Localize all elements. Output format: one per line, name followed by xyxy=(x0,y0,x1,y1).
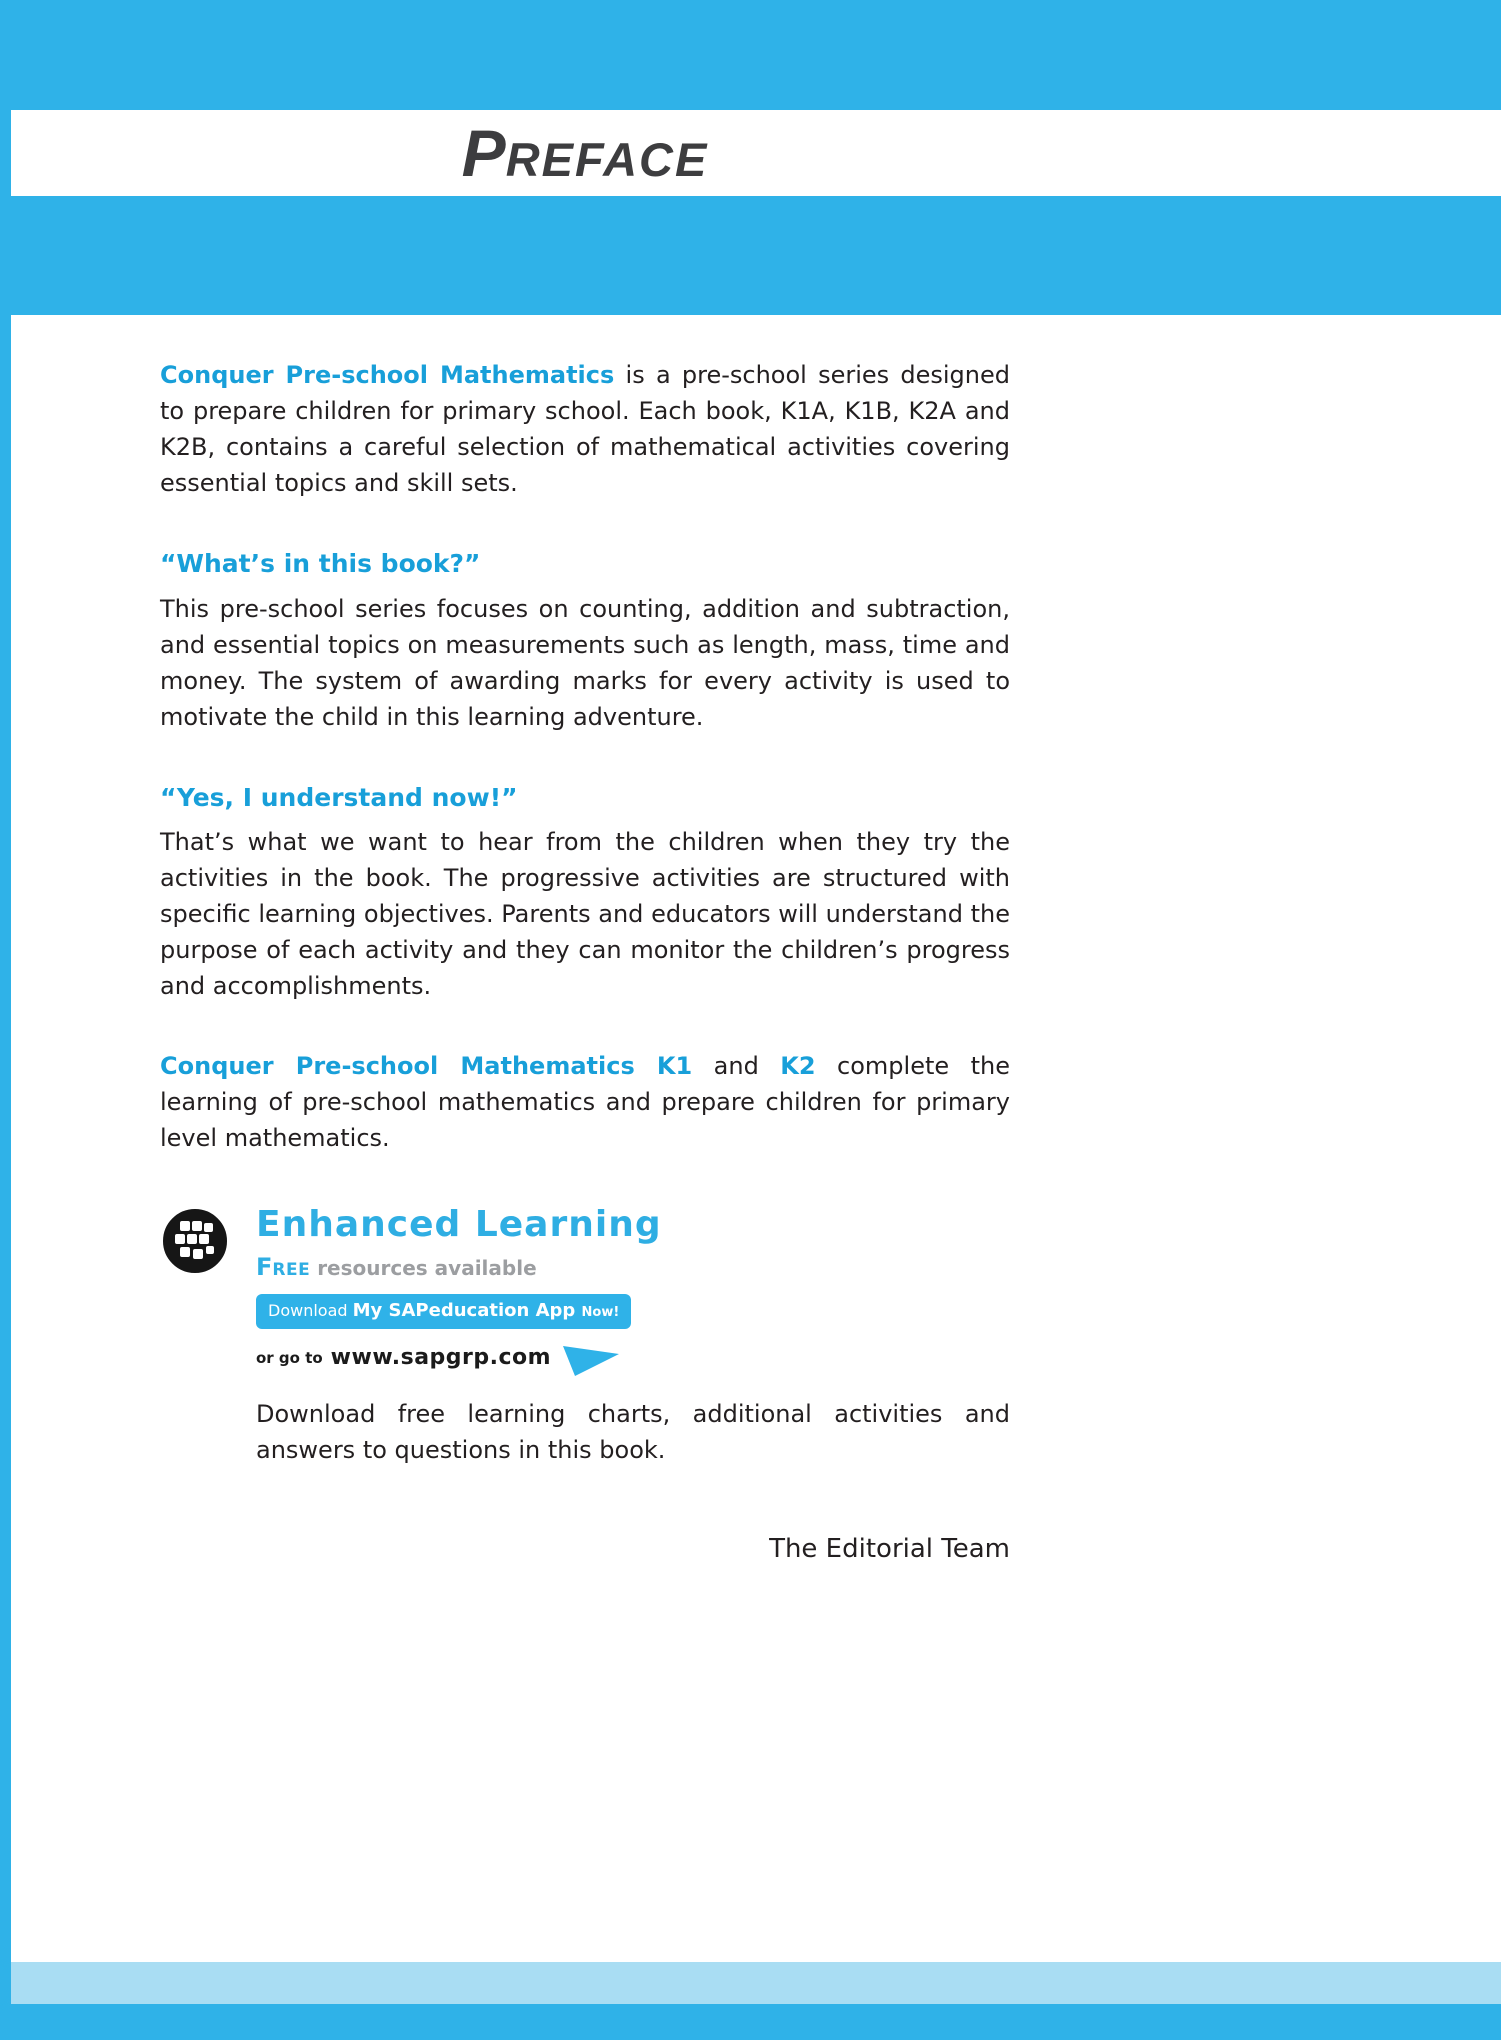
closing-paragraph xyxy=(160,1048,1010,1156)
title-band xyxy=(0,110,1170,196)
intro-paragraph xyxy=(160,357,1010,501)
website-url[interactable]: www.sapgrp.com xyxy=(330,1345,552,1371)
bottom-light-blue-band xyxy=(0,1962,1501,2004)
enhanced-learning-block xyxy=(160,1206,1010,1468)
top-cyan-band xyxy=(0,0,1501,110)
closing-series-k1: Conquer Pre-school Mathematics K1 xyxy=(160,1052,693,1080)
resources-available-label: resources available xyxy=(310,1255,537,1280)
section-whats-in-this-book xyxy=(160,545,1010,735)
badge-app-name: My SAPeducation App xyxy=(352,1299,582,1321)
intro-series-name: Conquer Pre-school Mathematics xyxy=(160,361,615,389)
enhanced-learning-description: Download free learning charts, additional activities and answers to questions in this book. xyxy=(256,1399,1010,1464)
intro-text: is a pre-school series designed to prepare children for primary school. Each book, K1A, K1B, K2A and K2B, contains a careful selection of mathematical activities covering essential topics and skill sets. xyxy=(160,361,1010,497)
speech-bubble-tail-icon xyxy=(561,1344,621,1388)
section-body: That’s what we want to hear from the children when they try the activities in the book. The progressive activities are structured with specific learning objectives. Parents and educators will understand the purpose of each activity and they can monitor the children’s progress and accomplishments. xyxy=(160,828,1010,1000)
page-title-initial: P xyxy=(461,116,506,190)
preface-content xyxy=(160,315,1010,1569)
left-edge-stripe xyxy=(0,0,11,2040)
free-resources-line xyxy=(256,1249,1010,1285)
closing-series-k2: K2 xyxy=(780,1052,816,1080)
second-cyan-band xyxy=(0,196,1501,315)
free-initial: F xyxy=(256,1252,273,1281)
section-body: This pre-school series focuses on counting, addition and subtraction, and essential topics on measurements such as length, mass, time and money. The system of awarding marks for every activity is used to motivate the child in this learning adventure. xyxy=(160,594,1010,731)
enhanced-learning-title: Enhanced Learning xyxy=(256,1204,662,1245)
enhanced-learning-details xyxy=(256,1206,1010,1468)
badge-now-label: Now! xyxy=(581,1304,620,1320)
sap-education-logo-icon xyxy=(160,1206,230,1276)
page-title xyxy=(461,116,709,190)
badge-download-label: Download xyxy=(268,1300,353,1320)
download-app-badge[interactable] xyxy=(256,1294,631,1329)
website-line xyxy=(256,1336,1010,1380)
closing-text: complete the learning of pre-school mathematics and prepare children for primary level mathematics. xyxy=(160,1052,1010,1152)
bottom-cyan-band xyxy=(0,2004,1501,2040)
or-go-to-label: or go to xyxy=(256,1348,323,1367)
page-title-rest: REFACE xyxy=(505,133,709,186)
editorial-signoff: The Editorial Team xyxy=(769,1533,1010,1564)
section-heading: “What’s in this book?” xyxy=(160,549,481,578)
section-heading: “Yes, I understand now!” xyxy=(160,782,518,812)
section-yes-i-understand xyxy=(160,779,1010,1005)
free-rest: REE xyxy=(272,1259,311,1280)
closing-mid: and xyxy=(692,1052,781,1080)
